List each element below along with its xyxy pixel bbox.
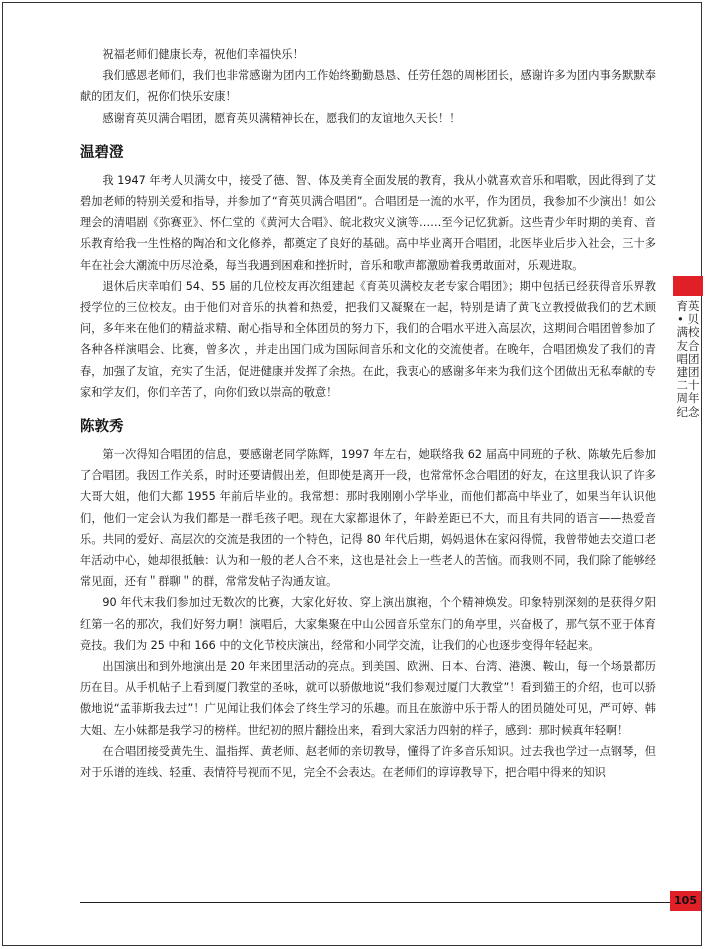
page-content bbox=[80, 44, 656, 783]
footer-rule bbox=[80, 902, 670, 903]
paragraph: 第一次得知合唱团的信息，要感谢老同学陈辉，1997 年左右，她联络我 62 届高中同班的子秋、陈敏先后参加了合唱团。我因工作关系，时时还要请假出差，但即使是离开一段，也常常怀念合唱团的好友，在这里我认识了许多大哥大姐，他们大都 1955 年前后毕业的。我常想：那时我刚刚小学毕业，而他们都高中毕业了，如果当年认识他们，他们一定会认为我们都是一群毛孩子吧。现在大家都退休了，年龄差距已不大，而且有共同的语言——热爱音乐。共同的爱好、高层次的交流是我团的一个特色，记得 80 年代后期，妈妈退休在家闷得慌，我曾带她去交道口老年活动中心，她却很抵触：认为和一般的老人合不来，这也是社会上一些老人的苦恼。而我则不同，我们除了能够经常见面，还有＂群聊＂的群，常常发帖子沟通友谊。 bbox=[80, 448, 656, 589]
paragraph: 我们感恩老师们，我们也非常感谢为团内工作始终勤勤恳恳、任劳任怨的周彬团长，感谢许多为团内事务默默奉献的团友们，祝你们快乐安康！ bbox=[80, 69, 656, 104]
side-running-title: 育英 • 贝满校友合唱团建团二十周年纪念 bbox=[676, 299, 700, 419]
section-heading-wen-bicheng: 温碧澄 bbox=[80, 144, 124, 161]
paragraph: 出国演出和到外地演出是 20 年来团里活动的亮点。到美国、欧洲、日本、台湾、港澳、鞍山，每一个场景都历历在目。从手机帖子上看到厦门教堂的圣咏，就可以骄傲地说“我们参观过厦门大教堂”！看到猫王的介绍，也可以骄傲地说“孟菲斯我去过”！广见闻让我们体会了终生学习的乐趣。而且在旅游中乐于帮人的团员随处可见，严可婷、韩大姐、左小妹都是我学习的榜样。世纪初的照片翻捡出来，看到大家活力四射的样子，感到：那时候真年轻啊！ bbox=[80, 660, 656, 737]
section-intro bbox=[80, 44, 656, 129]
section-wen-bicheng bbox=[80, 170, 656, 403]
paragraph: 祝福老师们健康长寿，祝他们幸福快乐！ bbox=[102, 48, 304, 61]
paragraph: 在合唱团接受黄先生、温指挥、黄老师、赵老师的亲切教导，懂得了许多音乐知识。过去我也学过一点钢琴，但对于乐谱的连线、轻重、表情符号视而不见，完全不会表达。在老师们的谆谆教导下，把合唱中得来的知识 bbox=[80, 744, 656, 780]
side-accent-tab bbox=[673, 276, 703, 296]
paragraph: 我 1947 年考人贝满女中，接受了德、智、体及美育全面发展的教育，我从小就喜欢音乐和唱歌，因此得到了艾碧加老师的特别关爱和指导，并参加了“育英贝满合唱团”。合唱团是一流的水平，作为团员，我参加不少演出！如公理会的清唱剧《弥赛亚》、怀仁堂的《黄河大合唱》、皖北救灾义演等……至今记忆犹新。这些青少年时期的美育、音乐教育给我一生性格的陶冶和文化修养，都奠定了良好的基础。高中毕业离开合唱团，北医毕业后步入社会，三十多年在社会大潮流中历尽沧桑，每当我遇到困难和挫折时，音乐和歌声都激励着我勇敢面对，乐观进取。 bbox=[80, 173, 656, 272]
section-chen-dunxiu bbox=[80, 444, 656, 783]
page-number: 105 bbox=[670, 891, 701, 911]
paragraph: 退休后庆幸咱们 54、55 届的几位校友再次组建起《育英贝满校友老专家合唱团》；期中包括已经获得音乐界教授学位的三位校友。由于他们对音乐的执着和热爱，把我们又凝聚在一起，特别是请了黄飞立教授做我们的艺术顾问，多年来在他们的精益求精、耐心指导和全体团员的努力下，我们的合唱水平进入高层次，这期间合唱团曾参加了各种各样演唱会、比赛，曾多次 ，并走出国门成为国际间音乐和文化的交流使者。在晚年，合唱团焕发了我们的青春，加强了友谊，充实了生活，促进健康并发挥了余热。在此，我衷心的感谢多年来为我们这个团做出无私奉献的专家和学友们，你们辛苦了，向你们致以崇高的敬意！ bbox=[80, 279, 656, 399]
section-heading-chen-dunxiu: 陈敦秀 bbox=[80, 419, 124, 436]
paragraph: 感谢育英贝满合唱团，愿育英贝满精神长在，愿我们的友谊地久天长！！ bbox=[102, 111, 461, 125]
paragraph: 90 年代末我们参加过无数次的比赛，大家化好妆、穿上演出旗袍，个个精神焕发。印象特别深刻的是获得夕阳红第一名的那次，我们好努力啊！演唱后，大家集聚在中山公园音乐堂东门的角亭里，兴奋极了，那气氛不亚于体育竞技。我们为 25 中和 166 中的文化节校庆演出，经常和小同学交流，让我们的心也逐步变得年轻起来。 bbox=[80, 596, 656, 652]
